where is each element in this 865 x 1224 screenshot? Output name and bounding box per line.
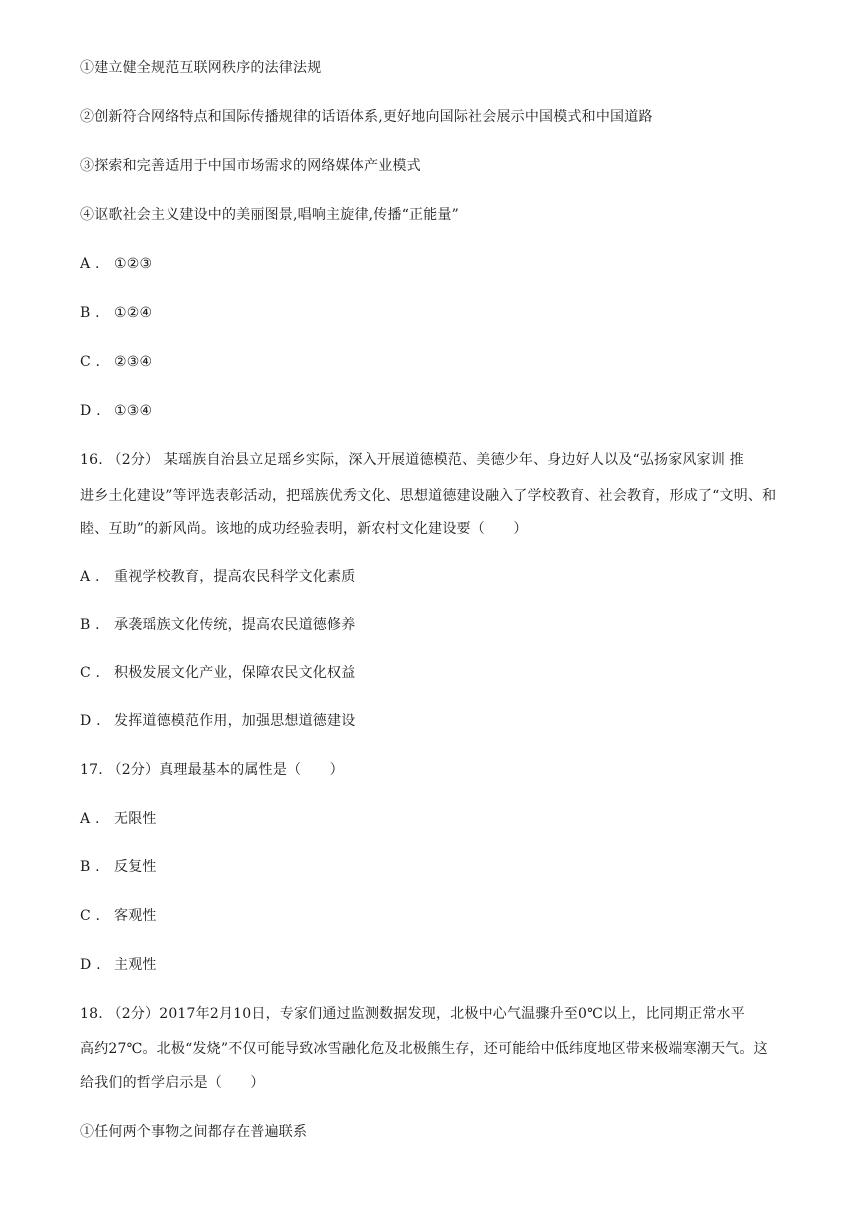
statement-1: ①建立健全规范互联网秩序的法律法规 xyxy=(80,60,322,76)
option-text: 无限性 xyxy=(114,811,157,827)
option-letter: B . xyxy=(80,617,100,633)
option-letter: A . xyxy=(80,569,100,585)
q17-option-b[interactable] xyxy=(80,857,157,877)
option-text: 积极发展文化产业，保障农民文化权益 xyxy=(114,665,356,681)
option-text: 承袭瑶族文化传统，提高农民道德修养 xyxy=(114,617,356,633)
q16-option-a[interactable] xyxy=(80,567,355,587)
statement-3: ③探索和完善适用于中国市场需求的网络媒体产业模式 xyxy=(80,158,421,174)
option-text: ②③④ xyxy=(114,354,153,370)
option-letter: A . xyxy=(80,256,100,272)
q18-stem-line-3: 给我们的哲学启示是（ ） xyxy=(80,1075,265,1091)
q15-option-c[interactable] xyxy=(80,352,152,372)
statement-2: ②创新符合网络特点和国际传播规律的话语体系,更好地向国际社会展示中国模式和中国道路 xyxy=(80,109,653,125)
q16-option-d[interactable] xyxy=(80,711,355,731)
q17-option-c[interactable] xyxy=(80,906,157,926)
q17-stem: 17. （2分）真理最基本的属性是（ ） xyxy=(80,762,344,778)
option-text: ①②③ xyxy=(114,256,153,272)
q16-option-c[interactable] xyxy=(80,663,355,683)
q18-statement-1: ①任何两个事物之间都存在普遍联系 xyxy=(80,1124,308,1140)
option-letter: B . xyxy=(80,305,100,321)
option-letter: B . xyxy=(80,859,100,875)
option-text: 客观性 xyxy=(114,908,157,924)
option-letter: C . xyxy=(80,354,101,370)
option-text: ①③④ xyxy=(114,403,153,419)
option-text: 发挥道德模范作用，加强思想道德建设 xyxy=(114,713,356,729)
q16-stem-line-1: 16. （2分） 某瑶族自治县立足瑶乡实际，深入开展道德模范、美德少年、身边好人以及“弘扬家风家训 推 xyxy=(80,452,744,468)
option-letter: D . xyxy=(80,403,101,419)
q15-option-d[interactable] xyxy=(80,401,152,421)
q18-stem-line-2: 高约27℃。北极“发烧”不仅可能导致冰雪融化危及北极熊生存，还可能给中低纬度地区带来极端寒潮天气。这 xyxy=(80,1041,768,1057)
q15-option-a[interactable] xyxy=(80,254,152,274)
option-text: 反复性 xyxy=(114,859,157,875)
option-letter: D . xyxy=(80,713,101,729)
q16-stem-line-3: 睦、互助”的新风尚。该地的成功经验表明，新农村文化建设要（ ） xyxy=(80,521,528,537)
q15-option-b[interactable] xyxy=(80,303,152,323)
option-text: ①②④ xyxy=(114,305,153,321)
q17-option-a[interactable] xyxy=(80,809,157,829)
option-letter: D . xyxy=(80,957,101,973)
q16-option-b[interactable] xyxy=(80,615,355,635)
q16-stem-line-2: 进乡土化建设”等评选表彰活动，把瑶族优秀文化、思想道德建设融入了学校教育、社会教育，形成了“文明、和 xyxy=(80,488,777,504)
option-letter: A . xyxy=(80,811,100,827)
option-letter: C . xyxy=(80,665,101,681)
option-text: 主观性 xyxy=(114,957,157,973)
statement-4: ④讴歌社会主义建设中的美丽图景,唱响主旋律,传播“正能量” xyxy=(80,207,460,223)
q18-stem-line-1: 18. （2分）2017年2月10日，专家们通过监测数据发现，北极中心气温骤升至0℃以上，比同期正常水平 xyxy=(80,1006,745,1022)
q17-option-d[interactable] xyxy=(80,955,157,975)
option-letter: C . xyxy=(80,908,101,924)
option-text: 重视学校教育，提高农民科学文化素质 xyxy=(114,569,356,585)
